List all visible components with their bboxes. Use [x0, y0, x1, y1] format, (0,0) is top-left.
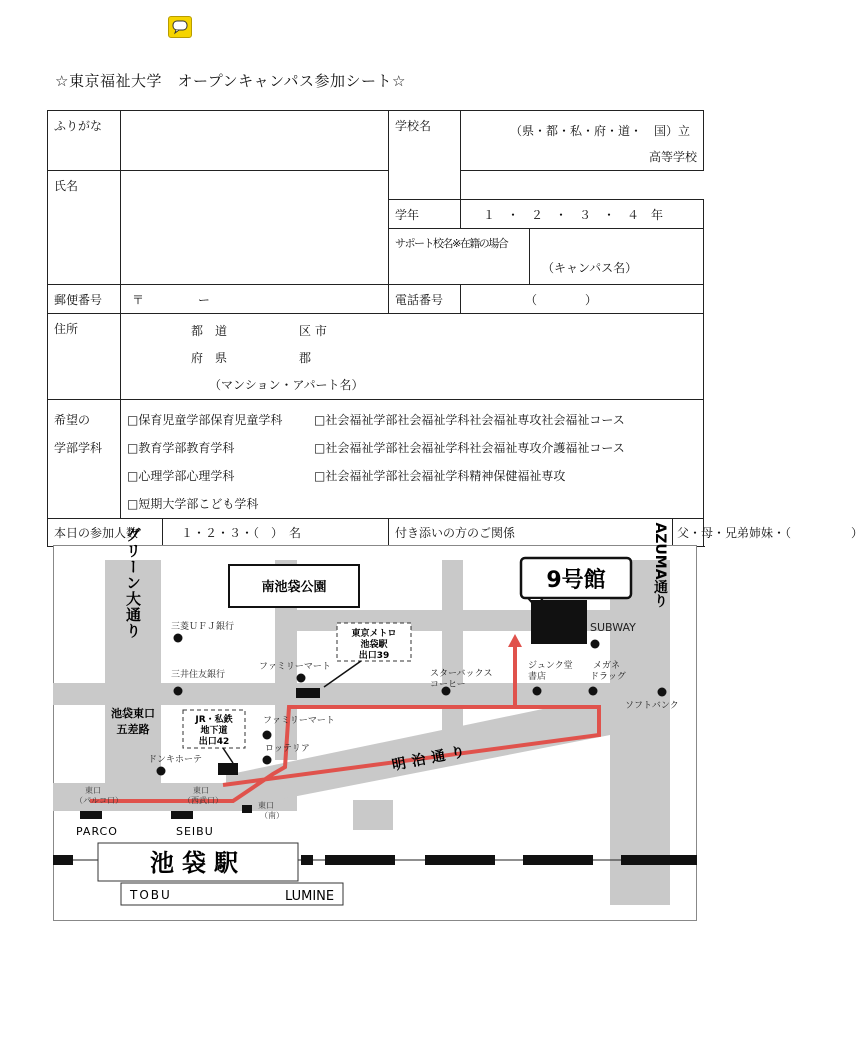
address-line-2: 府 県 郡: [191, 351, 312, 365]
metro-exit-line-2: 池袋駅: [360, 640, 388, 650]
megane-label: メガネ: [593, 661, 621, 671]
jr-exit-line-1: JR・私鉄: [195, 715, 233, 725]
address-line-3: （マンション・アパート名）: [209, 378, 364, 392]
starbucks-label: スターバックス: [430, 669, 493, 679]
department-label-line-1: 希望の: [54, 413, 91, 427]
junkudo-label: ジュンク堂: [528, 661, 573, 671]
east-exit-south-sub: （南）: [260, 811, 284, 820]
park-label: 南池袋公園: [261, 580, 327, 595]
furigana-field[interactable]: [121, 111, 389, 171]
jr-exit-line-3: 出口42: [198, 737, 230, 747]
softbank-label: ソフトバンク: [625, 701, 679, 711]
phone-paren: （ ）: [525, 292, 598, 307]
application-form: [47, 110, 863, 547]
address-field[interactable]: [121, 314, 704, 400]
campus-label: （キャンパス名）: [542, 261, 638, 275]
department-options: [121, 400, 704, 519]
parco-label: PARCO: [76, 825, 118, 838]
smbc-label: 三井住友銀行: [171, 670, 226, 680]
comment-note-icon: [168, 16, 192, 38]
school-field[interactable]: [461, 111, 704, 171]
east-exit-parco-label: 東口: [85, 786, 101, 795]
mufj-label: 三菱ＵＦＪ銀行: [171, 622, 235, 632]
furigana-label: ふりがな: [48, 111, 121, 171]
metro-exit-line-1: 東京メトロ: [351, 629, 397, 639]
lotteria-label: ロッテリア: [265, 744, 310, 754]
school-suffix: 高等学校: [649, 150, 698, 164]
attendees-options[interactable]: １・２・３・（ ） 名: [163, 519, 389, 547]
station-name: 池袋駅: [150, 849, 246, 877]
starbucks-sub: コーヒー: [430, 680, 466, 690]
school-prefix: （県・都・私・府・道・ 国）立: [510, 124, 691, 138]
dept-education-option[interactable]: □教育学部教育学科: [127, 441, 235, 455]
dept-social-welfare-option[interactable]: □社会福祉学部社会福祉学科社会福祉専攻社会福祉コース: [314, 413, 625, 427]
seibu-label: SEIBU: [176, 825, 214, 838]
lumine-label: LUMINE: [285, 889, 335, 904]
familymart-2-label: ファミリーマート: [263, 716, 335, 726]
intersection-label-1: 池袋東口: [111, 707, 155, 720]
postal-label: 郵便番号: [48, 285, 121, 314]
familymart-1-label: ファミリーマート: [259, 662, 331, 672]
dept-childcare-option[interactable]: □保育児童学部保育児童学科: [127, 413, 283, 427]
relation-label: 付き添いの方のご関係: [389, 519, 673, 547]
department-label: [48, 400, 121, 519]
dept-mental-health-option[interactable]: □社会福祉学部社会福祉学科精神保健福祉専攻: [314, 469, 566, 483]
grade-label: 学年: [389, 200, 461, 229]
building-9-label: 9号館: [546, 568, 606, 593]
intersection-label-2: 五差路: [116, 723, 150, 736]
department-label-line-2: 学部学科: [54, 441, 103, 455]
jr-exit-line-2: 地下道: [200, 726, 228, 736]
phone-label: 電話番号: [389, 285, 461, 314]
metro-exit-line-3: 出口39: [358, 651, 390, 661]
page-title: ☆東京福祉大学 オープンキャンパス参加シート☆: [55, 72, 406, 90]
postal-dash: ー: [197, 292, 210, 307]
attendees-label: 本日の参加人数: [48, 519, 163, 547]
support-school-field[interactable]: [530, 229, 704, 285]
address-line-1: 都 道 区 市: [191, 324, 327, 338]
dept-care-welfare-option[interactable]: □社会福祉学部社会福祉学科社会福祉専攻介護福祉コース: [314, 441, 625, 455]
relation-options[interactable]: 父・母・兄弟姉妹・（ ）: [673, 519, 704, 547]
subway-label: SUBWAY: [590, 621, 636, 634]
postal-field[interactable]: [121, 285, 389, 314]
junkudo-sub: 書店: [528, 672, 547, 682]
dept-junior-college-option[interactable]: □短期大学部こども学科: [127, 497, 259, 511]
east-exit-parco-sub: （パルコ口）: [75, 796, 123, 805]
east-exit-south-label: 東口: [258, 801, 274, 810]
address-label: 住所: [48, 314, 121, 400]
name-label: 氏名: [48, 171, 121, 285]
support-school-label: サポート校名※在籍の場合: [389, 229, 530, 285]
meiji-street-label: 明治通り: [390, 742, 473, 774]
east-exit-seibu-label: 東口: [193, 786, 209, 795]
postal-mark: 〒: [132, 292, 145, 307]
phone-field[interactable]: [461, 285, 704, 314]
azuma-street-label: AZUMA通り: [652, 522, 668, 608]
building-9-marker: [531, 600, 587, 644]
megane-sub: ドラッグ: [590, 672, 626, 682]
grade-options[interactable]: １ ・ ２ ・ ３ ・ ４ 年: [461, 200, 704, 229]
donki-label: ドンキホーテ: [148, 755, 203, 765]
dept-psychology-option[interactable]: □心理学部心理学科: [127, 469, 235, 483]
school-label: 学校名: [389, 111, 461, 200]
name-field[interactable]: [121, 171, 389, 285]
green-street-label: グリーン大通り: [124, 527, 142, 639]
tobu-label: TOBU: [130, 888, 172, 902]
east-exit-seibu-sub: （西武口）: [183, 796, 223, 805]
